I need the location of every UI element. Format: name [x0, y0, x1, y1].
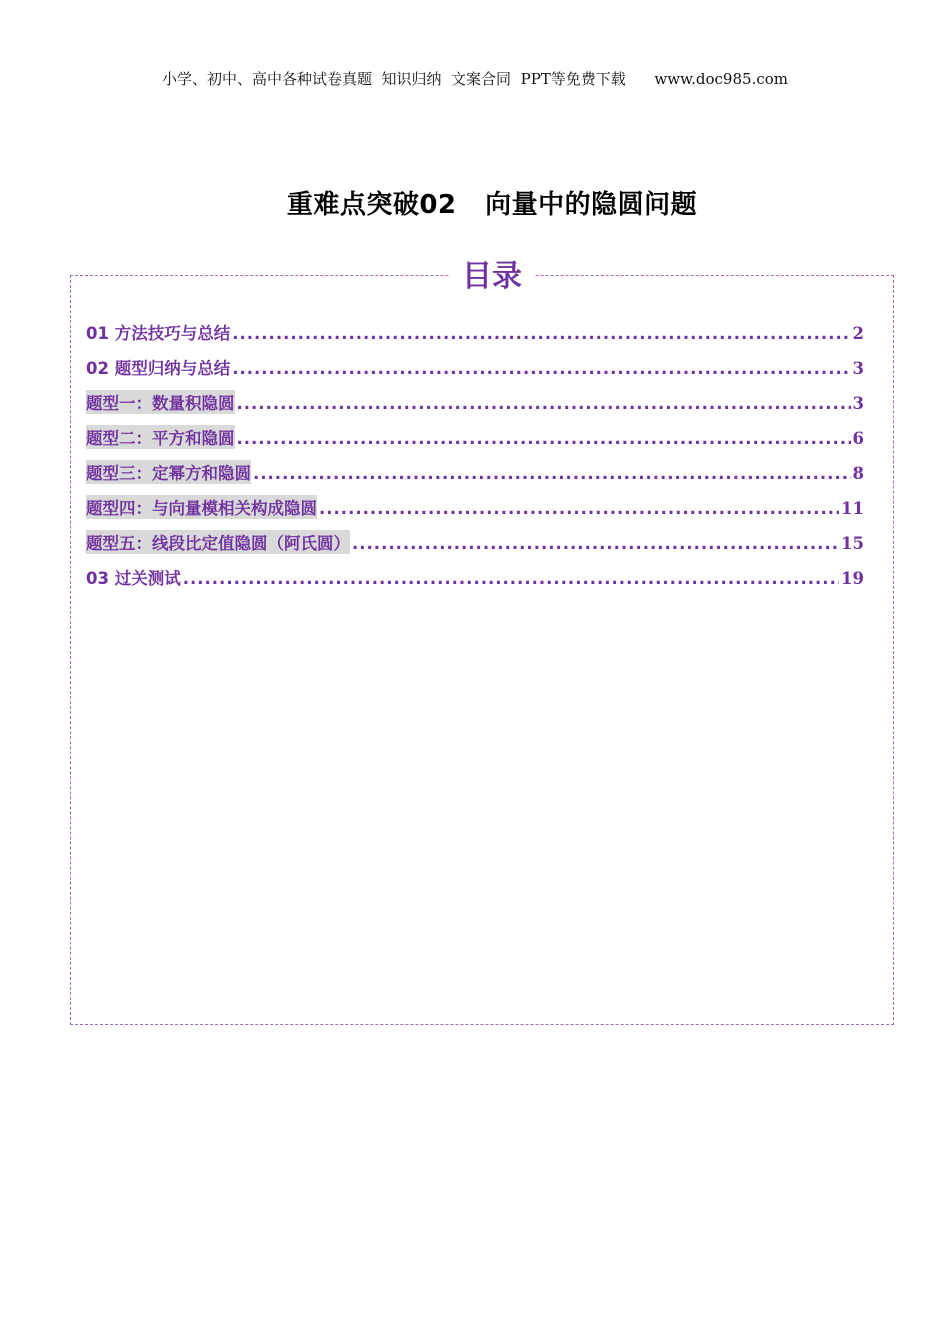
toc-entry-label: 01 方法技巧与总结	[86, 324, 231, 343]
toc-page-number: 8	[852, 464, 864, 483]
toc-page-number: 19	[841, 569, 864, 588]
toc-entry-label: 03 过关测试	[86, 569, 181, 588]
toc-leader-dots	[237, 394, 851, 413]
toc-leader-dots	[232, 359, 850, 378]
toc-page-number: 2	[852, 324, 864, 343]
toc-leader-dots	[237, 429, 851, 448]
toc-entry-type-1[interactable]	[86, 390, 864, 425]
toc-entry-test[interactable]	[86, 565, 864, 600]
toc-list	[86, 320, 864, 600]
toc-page-number: 3	[852, 359, 864, 378]
page-header: 小学、初中、高中各种试卷真题 知识归纳 文案合同 PPT等免费下载 www.doc985.com	[161, 70, 788, 88]
document-title: 重难点突破02 向量中的隐圆问题	[286, 190, 698, 220]
toc-page-number: 6	[852, 429, 864, 448]
toc-entry-type-3[interactable]	[86, 460, 864, 495]
toc-page-number: 11	[841, 499, 864, 518]
toc-entry-label: 题型三：定幂方和隐圆	[86, 460, 251, 484]
toc-entry-type-4[interactable]	[86, 495, 864, 530]
toc-entry-type-5[interactable]	[86, 530, 864, 565]
toc-entry-type-2[interactable]	[86, 425, 864, 460]
toc-entry-label: 02 题型归纳与总结	[86, 359, 231, 378]
toc-leader-dots	[319, 499, 839, 518]
toc-entry-label: 题型一：数量积隐圆	[86, 390, 235, 414]
toc-entry-methods[interactable]	[86, 320, 864, 355]
toc-leader-dots	[183, 569, 839, 588]
toc-leader-dots	[352, 534, 839, 553]
toc-page-number: 3	[852, 394, 864, 413]
toc-entry-types-summary[interactable]	[86, 355, 864, 390]
toc-entry-label: 题型五：线段比定值隐圆（阿氏圆）	[86, 530, 350, 554]
toc-heading: 目录	[450, 257, 534, 297]
toc-leader-dots	[253, 464, 851, 483]
toc-leader-dots	[232, 324, 850, 343]
toc-entry-label: 题型四：与向量模相关构成隐圆	[86, 495, 317, 519]
toc-entry-label: 题型二：平方和隐圆	[86, 425, 235, 449]
toc-page-number: 15	[841, 534, 864, 553]
